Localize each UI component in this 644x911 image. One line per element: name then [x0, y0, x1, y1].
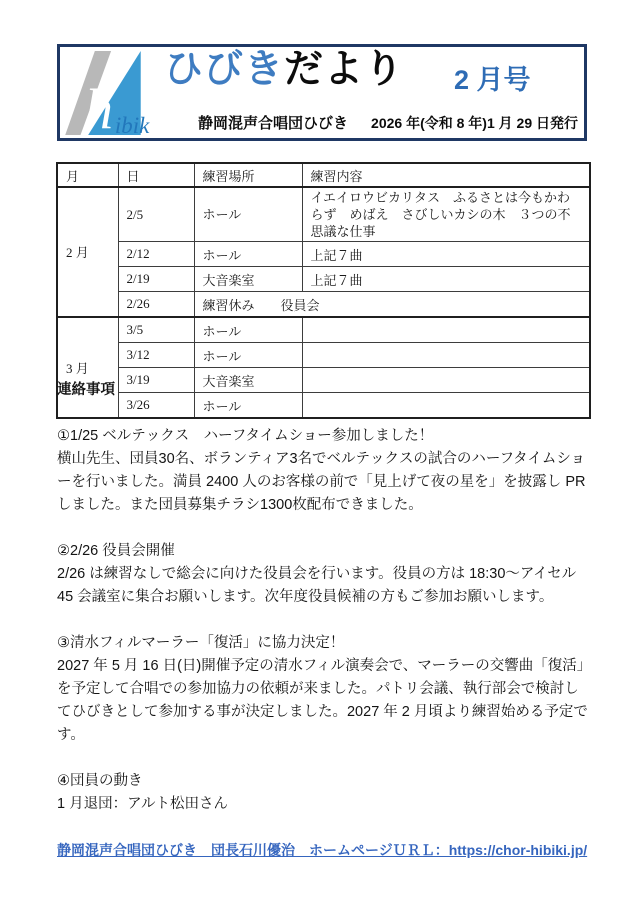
notices-title: 連絡事項	[57, 382, 115, 398]
content-cell: 上記７曲	[302, 242, 590, 267]
place-cell: ホール	[194, 317, 302, 343]
date-cell: 3/12	[118, 343, 194, 368]
title-text	[164, 49, 404, 91]
merged-rest-cell: 練習休み 役員会	[194, 292, 590, 318]
org-name: 静岡混声合唱団ひびき	[198, 115, 349, 132]
date-cell: 3/19	[118, 368, 194, 393]
date-cell: 2/5	[118, 187, 194, 242]
newsletter-title	[164, 49, 578, 97]
notice-item-3	[57, 632, 591, 747]
column-header-content: 練習内容	[302, 163, 590, 187]
table-row	[57, 292, 590, 318]
notice-body: 2/26 は練習なしで総会に向けた役員会を行います。役員の方は 18:30～アイセル 45 会議室に集合お願いします。次年度役員候補の方もご参加お願いします。	[57, 566, 577, 605]
date-cell: 3/5	[118, 317, 194, 343]
homepage-link[interactable]: 静岡混声合唱団ひびき 団長石川優治 ホームページＵＲＬ：https://chor-hibiki.jp/	[57, 842, 588, 858]
newsletter-header-box	[57, 44, 587, 141]
notice-item-2	[57, 540, 591, 609]
content-cell	[302, 343, 590, 368]
hibiki-logo	[60, 47, 164, 138]
publish-date: 2026 年(令和 8 年)1 月 29 日発行	[371, 115, 578, 131]
content-cell	[302, 317, 590, 343]
date-cell: 3/26	[118, 393, 194, 419]
logo-script-rest: ibik	[114, 113, 150, 136]
title-dayori: だより	[284, 48, 405, 91]
date-cell: 2/19	[118, 267, 194, 292]
notice-body: 横山先生、団員30名、ボランティア3名でベルテックスの試合のハーフタイムショーを行いました。満員 2400 人のお客様の前で「見上げて夜の星を」を披露し PR しました。また団員募集チラシ1300枚配布できました。	[57, 451, 586, 513]
issue-number: 2 月号	[454, 65, 531, 95]
table-row	[57, 267, 590, 292]
place-cell: ホール	[194, 242, 302, 267]
schedule-header-row	[57, 163, 590, 187]
date-cell: 2/26	[118, 292, 194, 318]
table-row	[57, 317, 590, 343]
notice-heading: ④団員の動き	[57, 773, 143, 789]
place-cell: 大音楽室	[194, 368, 302, 393]
notice-body: 2027 年 5 月 16 日(日)開催予定の清水フィル演奏会で、マーラーの交響曲「復活」を予定して合唱での参加協力の依頼が来ました。パトリ会議、執行部会で検討してひびきとして参加する事が決定しました。2027 年 2 月頃より練習始める予定です。	[57, 658, 588, 743]
notices-section	[57, 379, 591, 862]
notice-body: 1 月退団：アルト松田さん	[57, 796, 229, 812]
content-cell: イエイロウビカリタス ふるさとは今もかわらず めばえ さびしいカシの木 ３つの不思議な仕事	[302, 187, 590, 242]
notice-item-4	[57, 770, 591, 816]
date-cell: 2/12	[118, 242, 194, 267]
place-cell: 大音楽室	[194, 267, 302, 292]
month-cell-february: 2 月	[57, 187, 118, 317]
table-row	[57, 242, 590, 267]
notice-item-1	[57, 425, 591, 517]
month-cell-march: 3 月	[57, 317, 118, 418]
content-cell: 上記７曲	[302, 267, 590, 292]
column-header-place: 練習場所	[194, 163, 302, 187]
table-row	[57, 343, 590, 368]
column-header-day: 日	[118, 163, 194, 187]
place-cell: ホール	[194, 393, 302, 419]
title-hibiki: ひびき	[164, 48, 285, 91]
notice-heading: ②2/26 役員会開催	[57, 543, 175, 559]
column-header-month: 月	[57, 163, 118, 187]
notice-heading: ①1/25 ベルテックス ハーフタイムショー参加しました！	[57, 428, 434, 444]
logo-script-h: h	[84, 78, 114, 136]
publisher-line	[164, 112, 578, 133]
table-row	[57, 187, 590, 242]
header-main	[164, 47, 584, 138]
hibiki-logo-graphic	[65, 50, 161, 136]
notice-heading: ③清水フィルマーラー「復活」に協力決定！	[57, 635, 345, 651]
place-cell: ホール	[194, 343, 302, 368]
place-cell: ホール	[194, 187, 302, 242]
